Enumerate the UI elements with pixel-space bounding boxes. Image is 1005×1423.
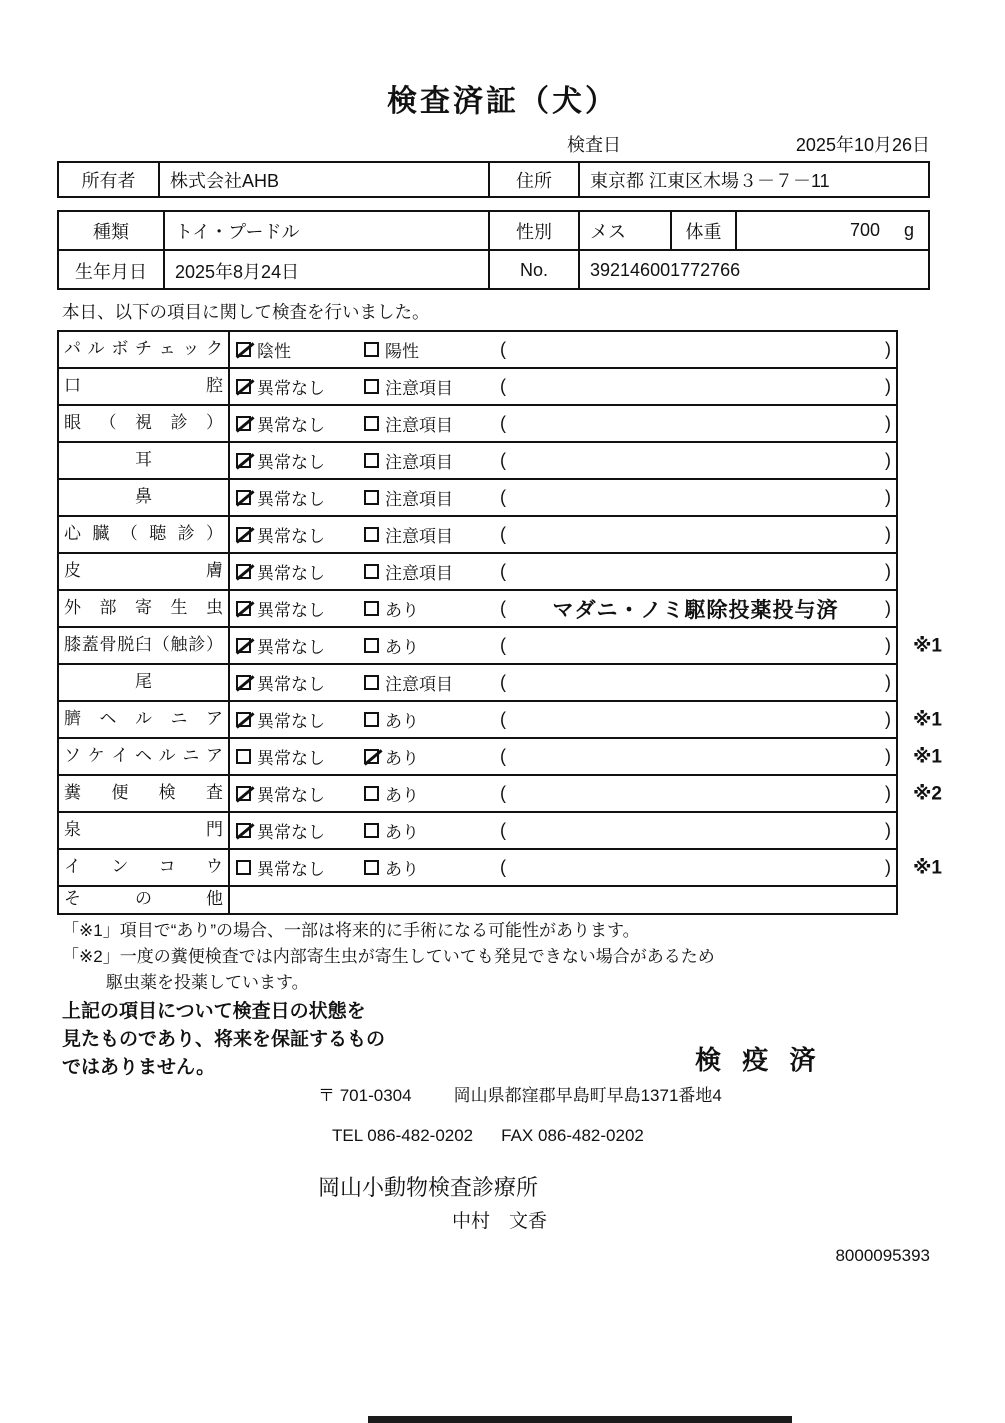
sex-label: 性別 xyxy=(490,212,580,249)
inspection-row xyxy=(59,554,896,591)
option-primary xyxy=(236,448,364,473)
breed-value: トイ・プードル xyxy=(165,212,490,249)
paren-open-icon xyxy=(500,339,506,360)
paren-close-icon xyxy=(885,709,891,730)
inspection-item-label: ソ ケ イ ヘ ル ニ ア xyxy=(59,739,230,774)
checkbox[interactable] xyxy=(364,823,379,838)
option-label: 注意項目 xyxy=(385,416,453,435)
inspection-item-label: 心 臓 （ 聴 診 ） xyxy=(59,517,230,552)
document-title: 検査済証（犬） xyxy=(387,85,618,118)
sex-value: メス xyxy=(580,212,672,249)
checkbox[interactable] xyxy=(364,712,379,727)
option-primary xyxy=(236,707,364,732)
checkbox[interactable] xyxy=(364,786,379,801)
intro-text: 本日、以下の項目に関して検査を行いました。 xyxy=(62,302,430,322)
disclaimer-line-1: 上記の項目について検査日の状態を xyxy=(62,1001,366,1022)
option-label: あり xyxy=(385,638,419,657)
option-secondary xyxy=(364,707,500,732)
option-label: 異常なし xyxy=(257,453,325,472)
footnotes xyxy=(62,918,715,996)
clinic-postal-row xyxy=(318,1081,722,1106)
inspection-options xyxy=(230,702,896,737)
inspection-options xyxy=(230,480,896,515)
checkbox[interactable] xyxy=(236,490,251,505)
inspection-table xyxy=(57,330,942,915)
option-label: 異常なし xyxy=(257,416,325,435)
option-secondary xyxy=(364,559,500,584)
inspection-options xyxy=(230,443,896,478)
clinic-address: 岡山県都窪郡早島町早島1371番地4 xyxy=(453,1086,722,1105)
paren-open-icon xyxy=(500,487,506,508)
pet-info-table xyxy=(57,210,930,290)
option-secondary xyxy=(364,448,500,473)
option-secondary xyxy=(364,411,500,436)
checkbox[interactable] xyxy=(364,860,379,875)
inspection-row xyxy=(59,406,896,443)
option-primary xyxy=(236,559,364,584)
checkbox[interactable] xyxy=(236,601,251,616)
clinic-tel-row xyxy=(332,1126,644,1146)
inspection-row xyxy=(59,443,896,480)
inspection-row xyxy=(59,776,942,813)
inspection-options xyxy=(230,739,896,774)
option-secondary xyxy=(364,781,500,806)
inspection-row xyxy=(59,702,942,739)
checkbox[interactable] xyxy=(364,601,379,616)
inspection-row xyxy=(59,665,896,702)
inspection-item-label: 泉 門 xyxy=(59,813,230,848)
inspection-item-label: 尾 xyxy=(59,665,230,700)
paren-open-icon xyxy=(500,820,506,841)
option-primary xyxy=(236,596,364,621)
inspection-item-label: イ ン コ ウ xyxy=(59,850,230,885)
inspection-row xyxy=(59,517,896,554)
disclaimer-line-3: ではありません。 xyxy=(62,1057,216,1078)
option-secondary xyxy=(364,744,500,769)
paren-close-icon xyxy=(885,672,891,693)
option-secondary xyxy=(364,374,500,399)
option-primary xyxy=(236,522,364,547)
checkbox[interactable] xyxy=(364,416,379,431)
checkbox[interactable] xyxy=(236,749,251,764)
paren-open-icon xyxy=(500,561,506,582)
option-label: 注意項目 xyxy=(385,564,453,583)
checkbox[interactable] xyxy=(236,823,251,838)
paren-close-icon xyxy=(885,857,891,878)
exam-date-row xyxy=(567,131,930,157)
weight-label: 体重 xyxy=(672,212,737,249)
remarks-text: マダニ・ノミ駆除投薬投与済 xyxy=(552,598,839,622)
paren-close-icon xyxy=(885,487,891,508)
inspection-row xyxy=(59,332,896,369)
checkbox[interactable] xyxy=(236,453,251,468)
option-primary xyxy=(236,485,364,510)
weight-unit: g xyxy=(903,220,914,240)
checkbox[interactable] xyxy=(236,860,251,875)
remarks-field xyxy=(500,672,896,693)
checkbox[interactable] xyxy=(364,490,379,505)
pet-info-row-1 xyxy=(59,212,928,251)
checkbox[interactable] xyxy=(236,564,251,579)
option-label: 注意項目 xyxy=(385,453,453,472)
footnote-mark: ※2 xyxy=(912,783,942,804)
option-primary xyxy=(236,744,364,769)
footnote-mark: ※1 xyxy=(912,709,942,730)
remarks-field xyxy=(500,487,896,508)
inspection-item-label: 膝蓋骨脱臼（触診） xyxy=(59,628,230,663)
option-secondary xyxy=(364,337,500,362)
inspection-options xyxy=(230,628,896,663)
inspection-row xyxy=(59,369,896,406)
scan-artifact xyxy=(368,1416,792,1423)
option-primary xyxy=(236,818,364,843)
pet-info-row-2 xyxy=(59,251,928,290)
paren-open-icon xyxy=(500,746,506,767)
birth-value: 2025年8月24日 xyxy=(165,251,490,290)
footnote-1: 「※1」項目で“あり”の場合、一部は将来的に手術になる可能性があります。 xyxy=(62,921,640,940)
checkbox[interactable] xyxy=(236,786,251,801)
option-label: 陰性 xyxy=(257,342,291,361)
paren-close-icon xyxy=(885,376,891,397)
birth-label: 生年月日 xyxy=(59,251,165,290)
inspection-options xyxy=(230,517,896,552)
option-label: あり xyxy=(385,860,419,879)
checkbox[interactable] xyxy=(236,342,251,357)
option-label: 異常なし xyxy=(257,379,325,398)
option-label: 異常なし xyxy=(257,860,325,879)
checkbox[interactable] xyxy=(236,527,251,542)
paren-open-icon xyxy=(500,450,506,471)
inspection-item-label: 皮 膚 xyxy=(59,554,230,589)
paren-open-icon xyxy=(500,413,506,434)
inspection-row xyxy=(59,887,896,913)
checkbox[interactable] xyxy=(236,416,251,431)
option-primary xyxy=(236,855,364,880)
paren-open-icon xyxy=(500,783,506,804)
option-label: あり xyxy=(385,749,419,768)
inspection-item-label: 外 部 寄 生 虫 xyxy=(59,591,230,626)
option-label: 注意項目 xyxy=(385,527,453,546)
breed-label: 種類 xyxy=(59,212,165,249)
remarks-field xyxy=(500,413,896,434)
inspection-options xyxy=(230,406,896,441)
footnote-2: 「※2」一度の糞便検査では内部寄生虫が寄生していても発見できない場合があるため xyxy=(62,947,715,966)
option-secondary xyxy=(364,818,500,843)
remarks-field xyxy=(500,783,896,804)
remarks-field xyxy=(500,820,896,841)
inspection-options xyxy=(230,665,896,700)
option-secondary xyxy=(364,855,500,880)
exam-date-label: 検査日 xyxy=(567,135,621,155)
checkbox[interactable] xyxy=(364,342,379,357)
inspection-row xyxy=(59,813,896,850)
checkbox[interactable] xyxy=(364,527,379,542)
paren-open-icon xyxy=(500,524,506,545)
remarks-field xyxy=(500,594,896,624)
remarks-field xyxy=(500,561,896,582)
option-secondary xyxy=(364,633,500,658)
veterinarian-name: 中村 文香 xyxy=(452,1211,548,1232)
inspection-row xyxy=(59,739,942,776)
option-label: 異常なし xyxy=(257,601,325,620)
paren-open-icon xyxy=(500,857,506,878)
inspection-item-label: 臍 ヘ ル ニ ア xyxy=(59,702,230,737)
option-label: 異常なし xyxy=(257,823,325,842)
checkbox[interactable] xyxy=(364,638,379,653)
remarks-field xyxy=(500,746,896,767)
disclaimer xyxy=(62,998,385,1082)
paren-close-icon xyxy=(885,561,891,582)
owner-value: 株式会社AHB xyxy=(160,163,490,196)
checkbox[interactable] xyxy=(364,379,379,394)
inspection-options xyxy=(230,887,896,913)
option-label: あり xyxy=(385,712,419,731)
clinic-fax: FAX 086-482-0202 xyxy=(501,1126,644,1145)
inspection-item-label: 口 腔 xyxy=(59,369,230,404)
option-label: 異常なし xyxy=(257,527,325,546)
no-value: 392146001772766 xyxy=(590,260,741,280)
option-label: 異常なし xyxy=(257,712,325,731)
inspection-options xyxy=(230,591,896,626)
paren-close-icon xyxy=(885,783,891,804)
inspection-options xyxy=(230,850,896,885)
option-primary xyxy=(236,337,364,362)
inspection-options xyxy=(230,554,896,589)
remarks-field xyxy=(500,524,896,545)
inspection-options xyxy=(230,332,896,367)
inspection-row xyxy=(59,850,942,887)
postal-code: 〒 701-0304 xyxy=(318,1086,412,1105)
clinic-name: 岡山小動物検査診療所 xyxy=(318,1175,539,1200)
paren-close-icon xyxy=(885,820,891,841)
option-label: 注意項目 xyxy=(385,379,453,398)
checkbox[interactable] xyxy=(236,712,251,727)
inspection-item-label: そ の 他 xyxy=(59,887,230,913)
remarks-field xyxy=(500,376,896,397)
inspection-row xyxy=(59,591,896,628)
option-primary xyxy=(236,374,364,399)
option-label: あり xyxy=(385,601,419,620)
inspection-options xyxy=(230,813,896,848)
checkbox[interactable] xyxy=(236,675,251,690)
option-secondary xyxy=(364,670,500,695)
option-secondary xyxy=(364,485,500,510)
checkbox[interactable] xyxy=(364,749,379,764)
remarks-field xyxy=(500,339,896,360)
remarks-field xyxy=(500,709,896,730)
footnote-mark: ※1 xyxy=(912,857,942,878)
inspection-row xyxy=(59,628,942,665)
owner-label: 所有者 xyxy=(59,163,160,196)
checkbox[interactable] xyxy=(364,453,379,468)
checkbox[interactable] xyxy=(364,675,379,690)
option-label: あり xyxy=(385,786,419,805)
inspection-options xyxy=(230,776,896,811)
checkbox[interactable] xyxy=(236,379,251,394)
option-label: 異常なし xyxy=(257,564,325,583)
serial-number: 8000095393 xyxy=(835,1246,930,1265)
option-secondary xyxy=(364,596,500,621)
address-value: 東京都 江東区木場３－７－11 xyxy=(590,170,830,191)
option-label: 陽性 xyxy=(385,342,419,361)
footnote-2-cont: 駆虫薬を投薬しています。 xyxy=(106,973,309,992)
paren-close-icon xyxy=(885,746,891,767)
exam-date-value: 2025年10月26日 xyxy=(795,135,930,155)
option-label: 異常なし xyxy=(257,638,325,657)
footnote-mark: ※1 xyxy=(912,635,942,656)
paren-open-icon xyxy=(500,376,506,397)
inspection-item-label: 耳 xyxy=(59,443,230,478)
owner-table xyxy=(57,161,930,198)
paren-close-icon xyxy=(885,413,891,434)
paren-open-icon xyxy=(500,709,506,730)
paren-open-icon xyxy=(500,635,506,656)
option-label: 異常なし xyxy=(257,749,325,768)
remarks-field xyxy=(500,857,896,878)
remarks-field xyxy=(500,450,896,471)
inspection-options xyxy=(230,369,896,404)
paren-close-icon xyxy=(885,635,891,656)
paren-open-icon xyxy=(500,672,506,693)
remarks-field xyxy=(500,635,896,656)
inspection-item-label: 眼 （ 視 診 ） xyxy=(59,406,230,441)
option-label: 注意項目 xyxy=(385,490,453,509)
option-label: 異常なし xyxy=(257,786,325,805)
option-secondary xyxy=(364,522,500,547)
disclaimer-line-2: 見たものであり、将来を保証するもの xyxy=(62,1029,386,1050)
weight-number: 700 xyxy=(849,220,880,240)
option-label: 注意項目 xyxy=(385,675,453,694)
option-primary xyxy=(236,781,364,806)
inspection-item-label: 糞 便 検 査 xyxy=(59,776,230,811)
paren-close-icon xyxy=(885,598,891,619)
option-primary xyxy=(236,670,364,695)
weight-value xyxy=(737,212,928,249)
option-label: 異常なし xyxy=(257,490,325,509)
option-primary xyxy=(236,633,364,658)
option-label: あり xyxy=(385,823,419,842)
address-label: 住所 xyxy=(490,163,580,196)
checkbox[interactable] xyxy=(236,638,251,653)
option-label: 異常なし xyxy=(257,675,325,694)
inspection-item-label: 鼻 xyxy=(59,480,230,515)
inspection-item-label: パ ル ボ チ ェ ッ ク xyxy=(59,332,230,367)
paren-close-icon xyxy=(885,524,891,545)
quarantine-stamp: 検 疫 済 xyxy=(695,1045,823,1075)
inspection-row xyxy=(59,480,896,517)
footnote-mark: ※1 xyxy=(912,746,942,767)
paren-close-icon xyxy=(885,450,891,471)
checkbox[interactable] xyxy=(364,564,379,579)
option-primary xyxy=(236,411,364,436)
paren-close-icon xyxy=(885,339,891,360)
clinic-tel: TEL 086-482-0202 xyxy=(332,1126,474,1145)
no-label: No. xyxy=(490,251,580,290)
